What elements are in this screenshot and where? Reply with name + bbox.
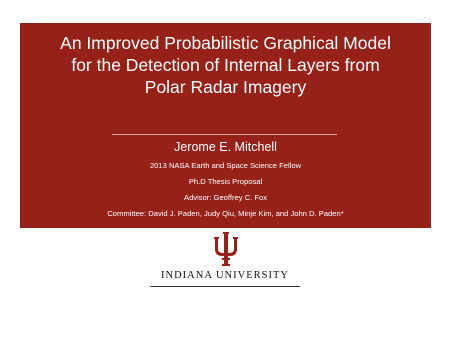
- title-line-1: An Improved Probabilistic Graphical Model: [60, 33, 391, 53]
- proposal-line: Ph.D Thesis Proposal: [188, 177, 263, 186]
- fellowship-line: 2013 NASA Earth and Space Science Fellow: [149, 161, 302, 170]
- wordmark-underline: [150, 286, 300, 287]
- title-line-2: for the Detection of Internal Layers from: [71, 55, 380, 75]
- iu-trident-icon: [213, 232, 239, 266]
- title-line-3: Polar Radar Imagery: [144, 77, 307, 97]
- advisor-line: Advisor: Geoffrey C. Fox: [184, 193, 267, 202]
- title-divider: [112, 134, 337, 135]
- university-wordmark: INDIANA UNIVERSITY: [161, 270, 289, 281]
- slide-title: [20, 32, 431, 98]
- committee-line: Committee: David J. Paden, Judy Qiu, Minje Kim, and John D. Paden*: [107, 209, 344, 218]
- author-name: Jerome E. Mitchell: [174, 140, 277, 154]
